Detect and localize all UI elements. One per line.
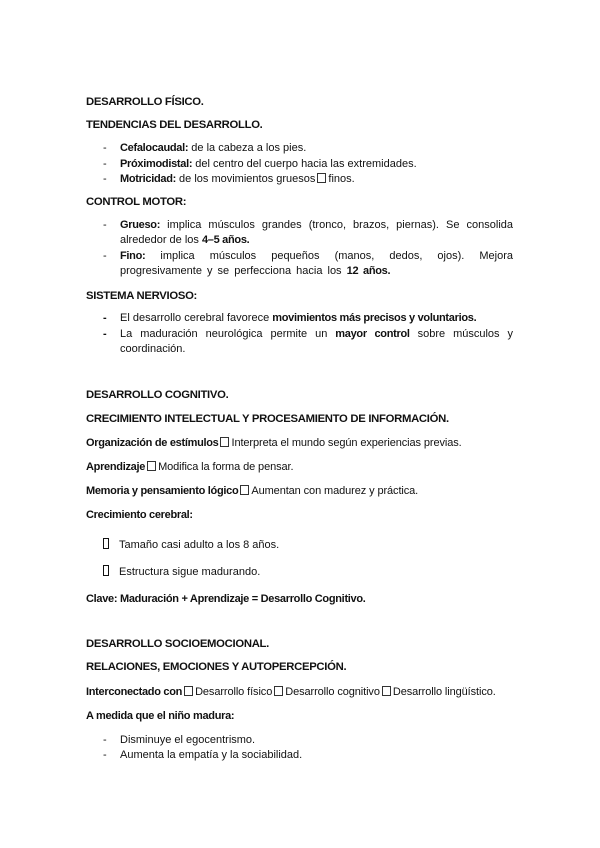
- item-text: La maduración neurológica permite un: [120, 328, 336, 340]
- item-text: Disminuye el egocentrismo.: [120, 734, 256, 746]
- arrow-placeholder-icon: [382, 686, 391, 696]
- subtitle-sistema-nervioso: SISTEMA NERVIOSO:: [86, 290, 198, 302]
- subtitle-madura: [86, 710, 234, 722]
- term: Aprendizaje: [86, 461, 146, 473]
- subtitle-text: Crecimiento cerebral:: [86, 509, 193, 521]
- list-item: [103, 565, 260, 578]
- bullet-dash: -: [103, 749, 107, 761]
- interconectado-line: [86, 686, 496, 698]
- term: Grueso:: [120, 219, 161, 231]
- term: Memoria y pensamiento lógico: [86, 485, 239, 497]
- subtitle-control-motor: CONTROL MOTOR:: [86, 196, 187, 208]
- term: Interconectado con: [86, 686, 183, 698]
- item-text: implica músculos grandes (tronco, brazos, piernas). Se consolida alrededor de los: [120, 219, 513, 246]
- item-text: Tamaño casi adulto a los 8 años.: [119, 539, 280, 551]
- section-title-cognitivo: DESARROLLO COGNITIVO.: [86, 389, 229, 401]
- term: Cefalocaudal:: [120, 142, 189, 154]
- list-item: [103, 157, 513, 172]
- list-item: [103, 748, 513, 763]
- list-item: [103, 538, 279, 551]
- square-bullet-icon: [103, 565, 109, 576]
- item-text: sobre músculos y coordinación.: [120, 328, 514, 355]
- list-item: [103, 327, 513, 357]
- emphasis: mayor control: [335, 328, 410, 340]
- item-text: Aumenta la empatía y la sociabilidad.: [120, 749, 303, 761]
- emphasis: 12 años.: [346, 265, 391, 277]
- list-item: [103, 172, 513, 187]
- subtitle-tendencias: TENDENCIAS DEL DESARROLLO.: [86, 119, 263, 131]
- subtitle-crecimiento-cerebral: [86, 509, 193, 521]
- item-text: Estructura sigue madurando.: [119, 566, 261, 578]
- arrow-placeholder-icon: [147, 461, 156, 471]
- item-text: implica músculos pequeños (manos, dedos, ojos). Mejora progresivamente y se perfecciona hacia los: [120, 250, 513, 277]
- item-text: Desarrollo físico: [195, 686, 273, 698]
- arrow-placeholder-icon: [274, 686, 283, 696]
- arrow-placeholder-icon: [184, 686, 193, 696]
- item-text: El desarrollo cerebral favorece: [120, 312, 273, 324]
- subtitle-relaciones: RELACIONES, EMOCIONES Y AUTOPERCEPCIÓN.: [86, 661, 347, 673]
- bullet-dash: -: [103, 250, 107, 262]
- bullet-dash: -: [103, 328, 107, 340]
- subtitle-text: A medida que el niño madura:: [86, 710, 235, 722]
- emphasis: 4–5 años.: [201, 234, 250, 246]
- list-item: [103, 311, 513, 326]
- cognitivo-item: [86, 437, 462, 449]
- item-text: de los movimientos gruesos: [175, 173, 316, 185]
- term: Próximodistal:: [120, 158, 193, 170]
- term: Motricidad:: [120, 173, 176, 185]
- list-item: [103, 733, 513, 748]
- item-text: finos.: [328, 173, 355, 185]
- cognitivo-item: [86, 485, 418, 497]
- item-text: de la cabeza a los pies.: [188, 142, 307, 154]
- item-text: del centro del cuerpo hacia las extremidades.: [192, 158, 417, 170]
- bullet-dash: -: [103, 312, 107, 324]
- item-text: Interpreta el mundo según experiencias previas.: [231, 437, 462, 449]
- term: Fino:: [120, 250, 146, 262]
- cognitivo-item: [86, 461, 293, 473]
- bullet-dash: -: [103, 173, 107, 185]
- section-title-socioemocional: DESARROLLO SOCIOEMOCIONAL.: [86, 638, 269, 650]
- bullet-dash: -: [103, 158, 107, 170]
- list-item: [103, 249, 513, 279]
- emphasis: movimientos más precisos y voluntarios.: [272, 312, 477, 324]
- bullet-dash: -: [103, 219, 107, 231]
- bullet-dash: -: [103, 142, 107, 154]
- item-text: Aumentan con madurez y práctica.: [251, 485, 419, 497]
- bullet-dash: -: [103, 734, 107, 746]
- item-text: Desarrollo lingüístico.: [392, 686, 496, 698]
- arrow-placeholder-icon: [220, 437, 229, 447]
- subtitle-crecimiento-intelectual: CRECIMIENTO INTELECTUAL Y PROCESAMIENTO DE INFORMACIÓN.: [86, 413, 449, 425]
- clave-text: Clave: Maduración + Aprendizaje = Desarrollo Cognitivo.: [86, 593, 366, 605]
- section-title-fisico: DESARROLLO FÍSICO.: [86, 96, 204, 108]
- list-item: [103, 218, 513, 248]
- list-item: [103, 141, 513, 156]
- clave-line: [86, 593, 366, 605]
- arrow-placeholder-icon: [240, 485, 249, 495]
- item-text: Desarrollo cognitivo: [285, 686, 380, 698]
- square-bullet-icon: [103, 538, 109, 549]
- term: Organización de estímulos: [86, 437, 219, 449]
- arrow-placeholder-icon: [317, 173, 326, 183]
- item-text: Modifica la forma de pensar.: [158, 461, 294, 473]
